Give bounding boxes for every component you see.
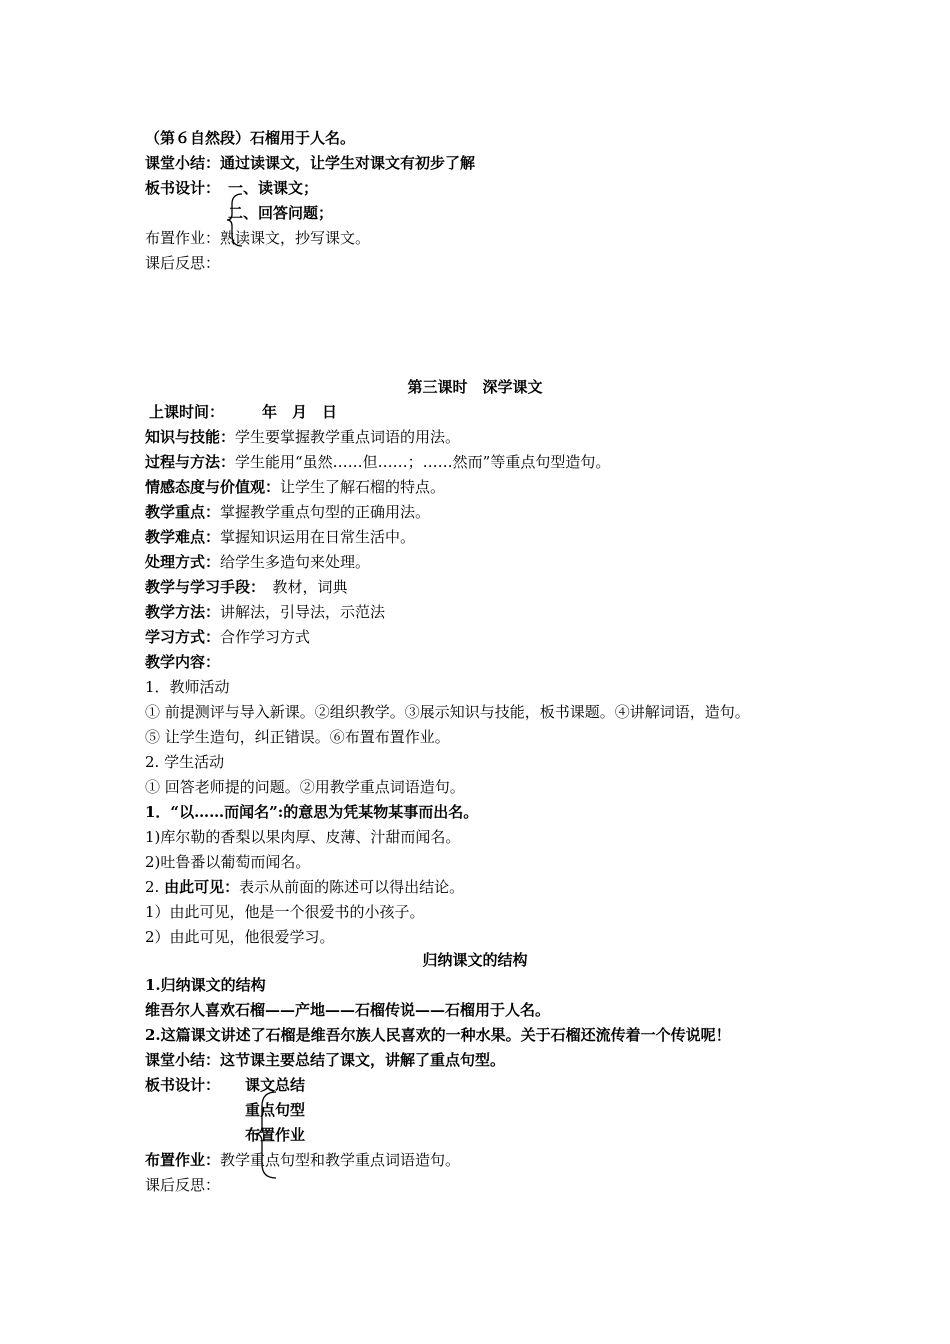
homework-label: 布置作业： xyxy=(145,229,221,247)
field-label: 教学方法： xyxy=(145,603,221,621)
lesson-title: 第三课时 深学课文 xyxy=(407,378,543,396)
class-summary xyxy=(145,1050,505,1070)
field-text: 讲解法，引导法，示范法 xyxy=(220,603,386,621)
point-text: 表示从前面的陈述可以得出结论。 xyxy=(239,878,465,896)
field-text: 掌握教学重点句型的正确用法。 xyxy=(220,503,431,521)
list-item: 1.归纳课文的结构 xyxy=(145,976,266,994)
field-text: 教材，词典 xyxy=(257,578,348,596)
field-text: 给学生多造句来处理。 xyxy=(220,553,371,571)
point-heading: 1．“以……而闻名”:的意思为凭某物某事而出名。 xyxy=(145,803,479,821)
summary-label: 课堂小结： xyxy=(145,1051,221,1069)
point-label: 由此可见： xyxy=(164,878,240,896)
field-text: 学生能用“虽然……但……；……然而”等重点句型造句。 xyxy=(235,453,611,471)
homework-text: 教学重点句型和教学重点词语造句。 xyxy=(220,1151,461,1169)
student-line: ① 回答老师提的问题。②用教学重点词语造句。 xyxy=(145,778,465,796)
time-units: 年 月 日 xyxy=(262,403,338,421)
class-time xyxy=(149,402,337,422)
field-row xyxy=(145,427,460,447)
board-item: 课文总结 xyxy=(245,1076,306,1094)
paragraph-line: （第６自然段）石榴用于人名。 xyxy=(145,129,356,147)
point-heading xyxy=(145,877,464,897)
list-item: 2.这篇课文讲述了石榴是维吾尔族人民喜欢的一种水果。关于石榴还流传着一个传说呢！ xyxy=(145,1026,731,1044)
field-text: 让学生了解石榴的特点。 xyxy=(280,478,446,496)
field-label: 教学难点： xyxy=(145,528,221,546)
summary-label: 课堂小结： xyxy=(145,154,221,172)
teacher-line: ① 前提测评与导入新课。②组织教学。③展示知识与技能，板书课题。④讲解词语，造句。 xyxy=(145,703,750,721)
summary-text: 这节课主要总结了课文，讲解了重点句型。 xyxy=(220,1051,506,1069)
field-row xyxy=(145,477,445,497)
field-label: 处理方式： xyxy=(145,553,221,571)
homework-label: 布置作业： xyxy=(145,1151,221,1169)
field-row xyxy=(145,602,385,622)
field-label: 教学重点： xyxy=(145,503,221,521)
reflection-label: 课后反思： xyxy=(145,1176,221,1194)
homework-text: 熟读课文，抄写课文。 xyxy=(220,229,371,247)
student-heading: 2. 学生活动 xyxy=(145,753,225,771)
board-design-label: 板书设计： xyxy=(145,179,221,197)
example-line: 1)库尔勒的香梨以果肉厚、皮薄、汁甜而闻名。 xyxy=(145,828,461,846)
field-text: 合作学习方式 xyxy=(220,628,311,646)
example-line: 2）由此可见，他很爱学习。 xyxy=(145,928,335,946)
content-label: 教学内容： xyxy=(145,653,221,671)
homework xyxy=(145,228,370,248)
field-row xyxy=(145,627,310,647)
board-item: 重点句型 xyxy=(245,1101,306,1119)
field-row xyxy=(145,577,348,597)
class-summary xyxy=(145,153,475,173)
field-label: 过程与方法： xyxy=(145,453,236,471)
field-text: 掌握知识运用在日常生活中。 xyxy=(220,528,416,546)
section-title: 归纳课文的结构 xyxy=(422,951,528,969)
field-label: 知识与技能： xyxy=(145,428,236,446)
point-number: 2. xyxy=(145,878,160,896)
example-line: 2)吐鲁番以葡萄而闻名。 xyxy=(145,853,311,871)
field-label: 学习方式： xyxy=(145,628,221,646)
board-item: 一、读课文； xyxy=(228,179,319,197)
reflection-label: 课后反思： xyxy=(145,254,221,272)
board-item: 二、回答问题； xyxy=(228,204,334,222)
board-design-label: 板书设计： xyxy=(145,1076,221,1094)
homework xyxy=(145,1150,460,1170)
field-row xyxy=(145,527,415,547)
field-label: 情感态度与价值观： xyxy=(145,478,281,496)
field-text: 学生要掌握教学重点词语的用法。 xyxy=(235,428,461,446)
example-line: 1）由此可见，他是一个很爱书的小孩子。 xyxy=(145,903,425,921)
field-row xyxy=(145,552,370,572)
field-row xyxy=(145,452,610,472)
board-item: 布置作业 xyxy=(245,1126,306,1144)
teacher-line: ⑤ 让学生造句，纠正错误。⑥布置布置作业。 xyxy=(145,728,450,746)
summary-text: 通过读课文，让学生对课文有初步了解 xyxy=(220,154,476,172)
structure-line: 维吾尔人喜欢石榴——产地——石榴传说——石榴用于人名。 xyxy=(145,1001,551,1019)
time-label: 上课时间： xyxy=(149,403,225,421)
teacher-heading: 1．教师活动 xyxy=(145,678,230,696)
field-row xyxy=(145,502,430,522)
field-label: 教学与学习手段： xyxy=(145,578,258,596)
